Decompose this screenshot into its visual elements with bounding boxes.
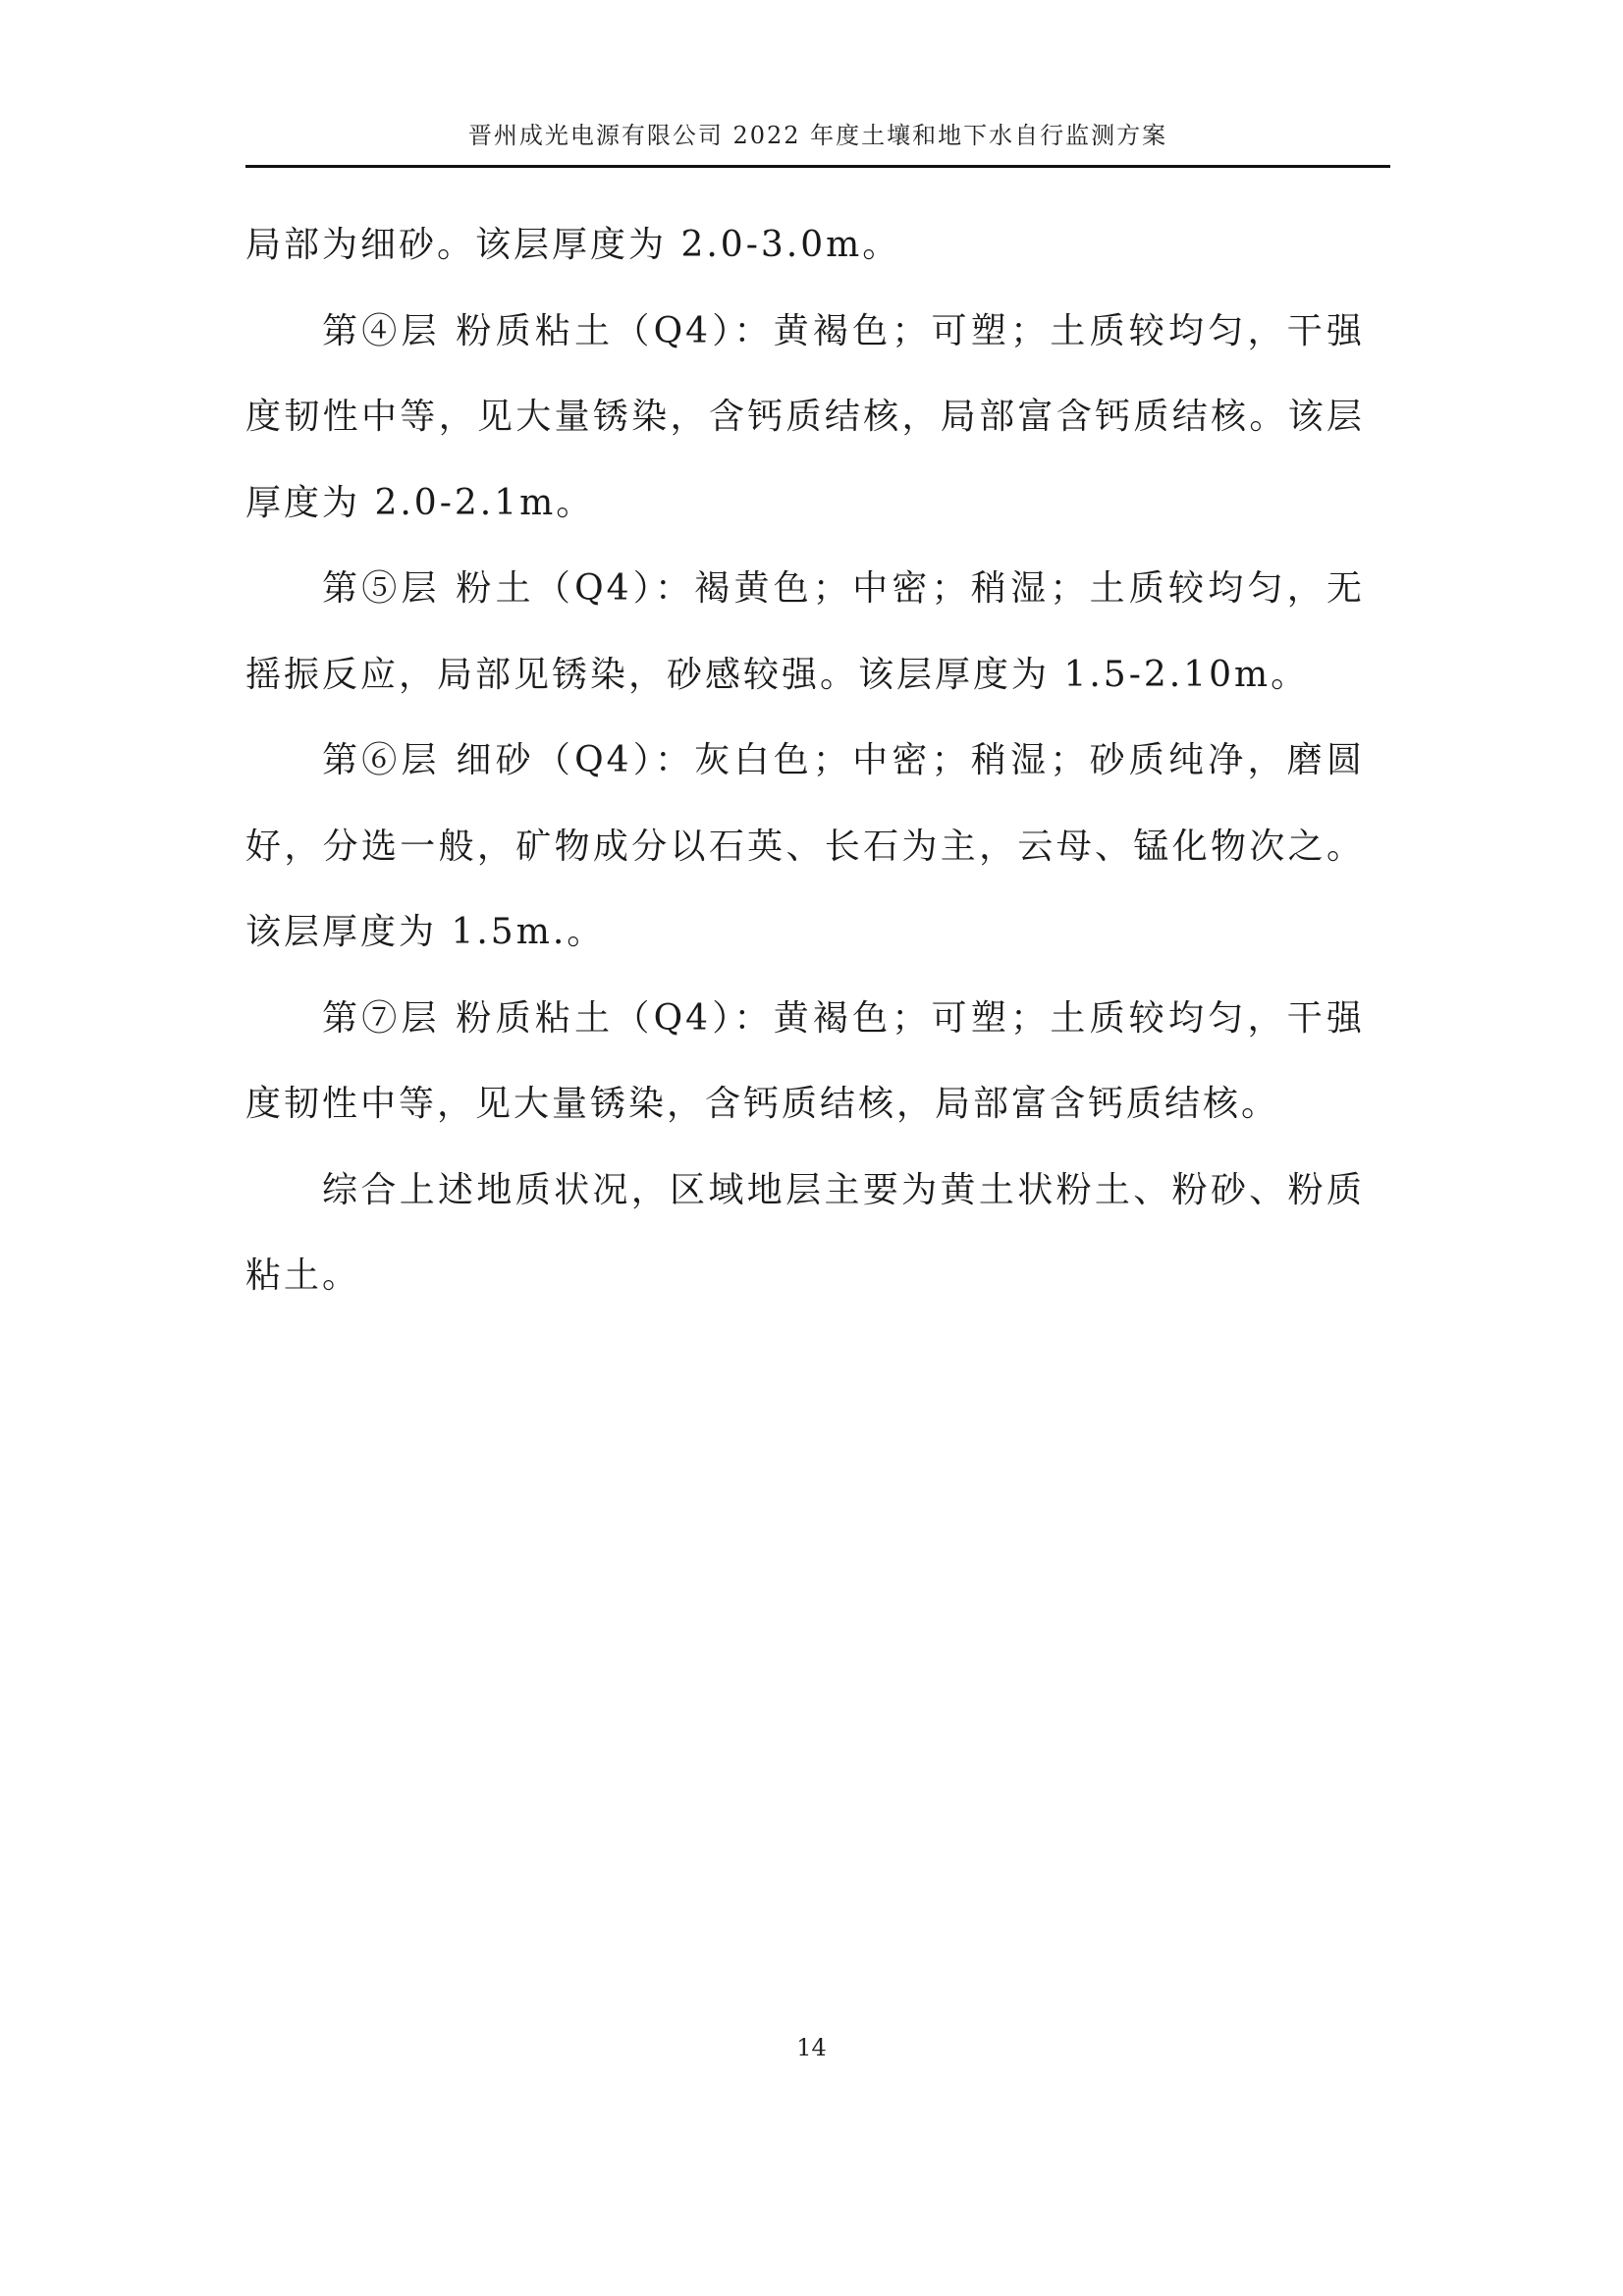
paragraph-layer-7: 第⑦层 粉质粘土（Q4）：黄褐色；可塑；土质较均匀，干强度韧性中等，见大量锈染，含钙质结核，局部富含钙质结核。 <box>245 997 1365 1124</box>
paragraph-layer-4: 第④层 粉质粘土（Q4）：黄褐色；可塑；土质较均匀，干强度韧性中等，见大量锈染，含钙质结核，局部富含钙质结核。该层厚度为 2.0-2.1m。 <box>245 310 1365 523</box>
document-body <box>245 202 1365 1319</box>
paragraph-layer-5: 第⑤层 粉土（Q4）：褐黄色；中密；稍湿；土质较均匀，无摇振反应，局部见锈染，砂感较强。该层厚度为 1.5-2.10m。 <box>245 568 1365 695</box>
paragraph-summary: 综合上述地质状况，区域地层主要为黄土状粉土、粉砂、粉质粘土。 <box>245 1169 1365 1296</box>
paragraph-layer-6: 第⑥层 细砂（Q4）：灰白色；中密；稍湿；砂质纯净，磨圆好，分选一般，矿物成分以石英、长石为主，云母、锰化物次之。该层厚度为 1.5m.。 <box>245 740 1365 952</box>
page-header: 晋州成光电源有限公司 2022 年度土壤和地下水自行监测方案 <box>467 122 1168 149</box>
header-rule <box>245 165 1390 168</box>
paragraph-continuation: 局部为细砂。该层厚度为 2.0-3.0m。 <box>245 225 901 265</box>
page-number: 14 <box>796 2034 827 2061</box>
